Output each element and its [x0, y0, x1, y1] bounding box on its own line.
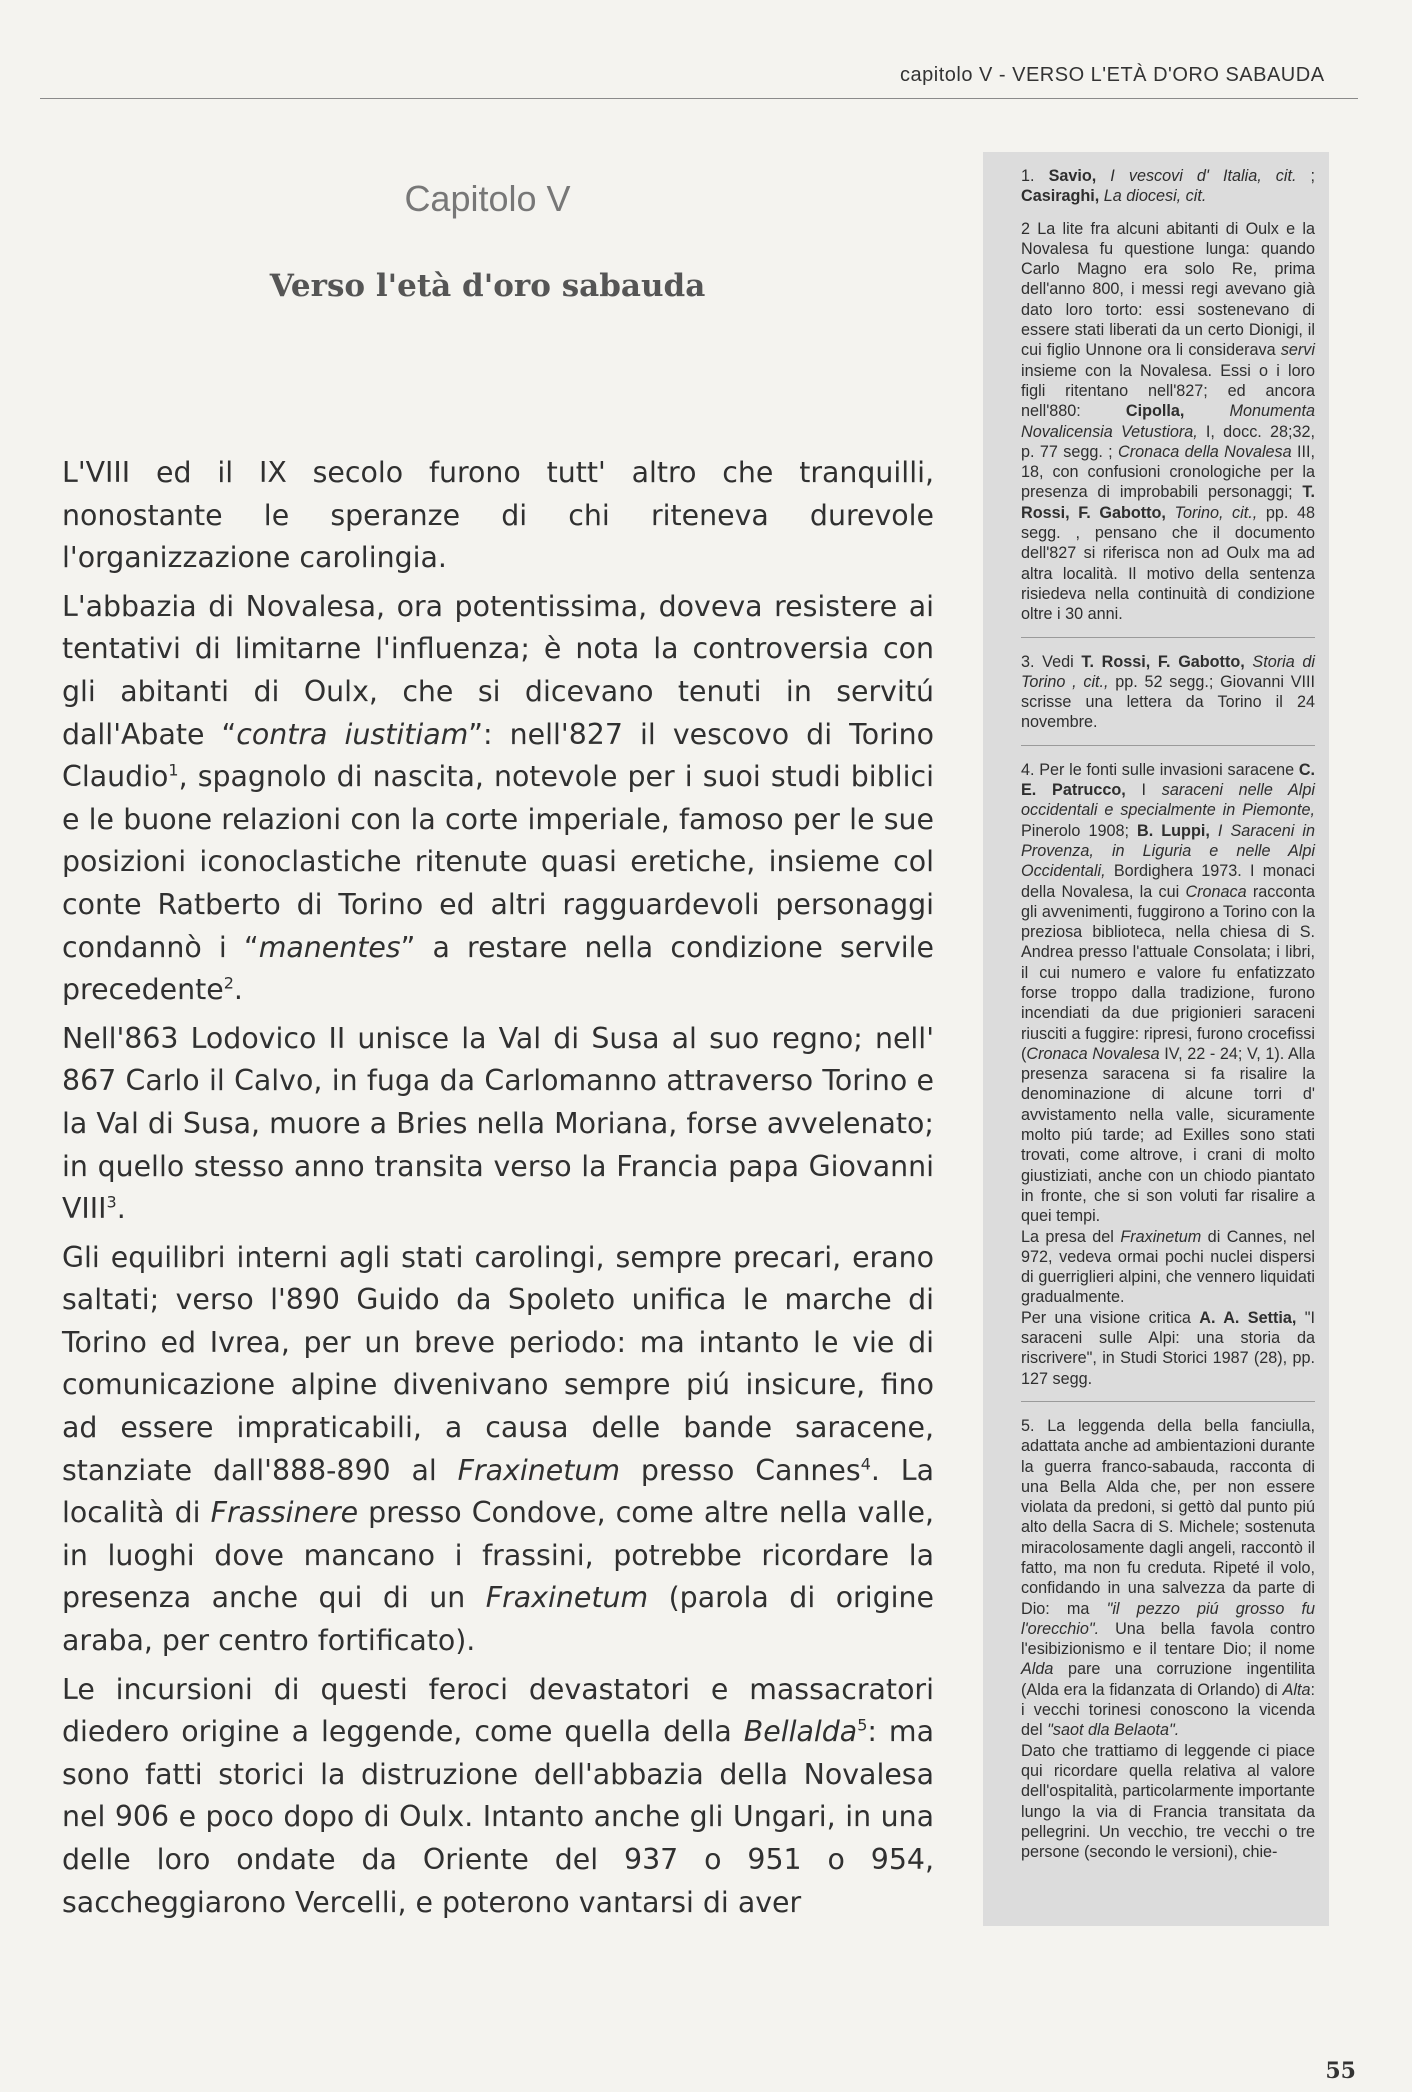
text-span: pp. 48 segg. , pensano che il documento dell'827 si riferisca non ad Oulx ma ad altra località. Il motivo della sentenza risiedeva nella continuità di condizione oltre i 30 anni. [1021, 503, 1315, 624]
bold-span: T. Rossi, F. Gabotto, [1081, 652, 1245, 671]
italic-span: servi [1280, 341, 1315, 360]
paragraph-5 [62, 1669, 934, 1925]
text-span: 4. Per le fonti sulle invasioni saracene [1021, 760, 1299, 779]
italic-span: Cronaca [1185, 882, 1247, 901]
italic-span: La diocesi, cit. [1099, 187, 1207, 206]
bold-span: B. Luppi, [1137, 821, 1210, 840]
text-span: L'abbazia di Novalesa, ora potentissima, doveva resistere ai tentativi di limitarne l'influenza; è nota la controversia con gli abitanti di Oulx, che si dicevano tenuti in servitú dall'Abate “ [62, 589, 934, 751]
footnote-ref-5: 5 [857, 1715, 868, 1735]
running-header: capitolo V - VERSO L'ETÀ D'ORO SABAUDA [900, 64, 1325, 86]
paragraph-2 [62, 586, 934, 1012]
bold-span: Savio, [1048, 167, 1097, 185]
italic-span: "saot dla Belaota". [1047, 1721, 1180, 1740]
italic-span: I Saraceni in Provenza, in Liguria e nelle Alpi Occidentali, [1021, 821, 1315, 881]
text-span: ”: nell'827 il vescovo di Torino Claudio [62, 717, 934, 794]
text-span: Gli equilibri interni agli stati carolingi, sempre precari, erano saltati; verso l'890 Guido da Spoleto unifica le marche di Torino ed Ivrea, per un breve periodo: ma intanto le vie di comunicazione alpine divenivano sempre piú insicure, fino ad essere impraticabili, a causa delle bande saracene, stanziate dall'888-890 al [62, 1240, 934, 1487]
text-span: : ma sono fatti storici la distruzione dell'abbazia della Novalesa nel 906 e poco dopo di Oulx. Intanto anche gli Ungari, in una delle loro ondate da Oriente del 937 o 951 o 954, saccheggiarono Vercelli, e poterono vantarsi di aver [62, 1715, 934, 1919]
text-span: IV, 22 - 24; V, 1). Alla presenza saracena si fa risalire la denominazione di alcune torri d' avvistamento nella valle, sicuramente molto piú tarde; ad Exilles sono stati trovati, come altrove, i crani di molto giustiziati, anche con un chiodo piantato in fronte, che si son voluti far risalire a quei tempi. [1021, 1044, 1316, 1226]
italic-span: contra iustitiam [236, 717, 469, 751]
text-span: . [233, 973, 243, 1007]
footnote-3 [1021, 652, 1315, 733]
italic-span: Fraxinetum [1120, 1227, 1202, 1246]
header-rule [40, 98, 1358, 99]
main-text [62, 452, 934, 1930]
text-span: Le incursioni di questi feroci devastatori e massacratori diedero origine a leggende, come quella della [62, 1672, 934, 1749]
note-separator [1021, 1401, 1315, 1402]
footnote-ref-2: 2 [223, 973, 234, 993]
footnote-2 [1021, 219, 1315, 625]
text-span: insieme con la Novalesa. Essi o i loro figli ritentano nell'827; ed ancora nell'880: [1021, 361, 1315, 421]
text-span: Una bella favola contro l'esibizionismo e il tentare Dio; il nome [1021, 1619, 1315, 1659]
text-span: III, 18, con confusioni cronologiche per la presenza di improbabili personaggi; [1021, 442, 1315, 502]
note-separator [1021, 745, 1315, 746]
bold-span: T. Rossi, F. Gabotto, [1021, 483, 1315, 522]
text-span: I [1125, 781, 1162, 800]
text-span: . La località di [62, 1453, 934, 1530]
italic-span: Storia di Torino , cit., [1021, 652, 1315, 691]
bold-span: Cipolla, [1125, 402, 1185, 421]
bold-span: C. E. Patrucco, [1021, 760, 1315, 800]
footnote-ref-3: 3 [106, 1192, 117, 1212]
text-span: di Cannes, nel 972, vedeva ormai pochi nuclei dispersi di guerriglieri alpini, che vennero liquidati gradualmente. [1021, 1227, 1315, 1307]
bold-span: A. A. Settia, [1199, 1308, 1297, 1327]
italic-span: Alta [1282, 1680, 1311, 1699]
footnote-1 [1021, 166, 1315, 207]
text-span: , spagnolo di nascita, notevole per i suoi studi biblici e le buone relazioni con la corte imperiale, famoso per le sue posizioni iconoclastiche ritenute quasi eretiche, insieme col conte Ratberto di Torino ed altri ragguardevoli personaggi condannò i “ [62, 760, 934, 964]
italic-span: Alda [1021, 1660, 1054, 1679]
text-span: ” a restare nella condizione servile precedente [62, 930, 934, 1007]
text-span: Per una visione critica [1021, 1308, 1200, 1327]
text-span: I, docc. 28;32, p. 77 segg. ; [1021, 422, 1315, 461]
italic-span: Monumenta Novalicensia Vetustiora, [1021, 402, 1315, 441]
italic-span: Cronaca della Novalesa [1118, 442, 1292, 461]
text-span: racconta gli avvenimenti, fuggirono a Torino con la preziosa biblioteca, nella chiesa di S. Andrea presso l'attuale Consolata; i libri, il cui numero e valore fu enfatizzato forse troppo dalla tradizione, furono incendiati da due prigionieri saraceni riusciti a fuggire: ripresi, furono crocefissi ( [1021, 882, 1315, 1063]
text-span: Nell'863 Lodovico II unisce la Val di Susa al suo regno; nell' 867 Carlo il Calvo, in fuga da Carlomanno attraverso Torino e la Val di Susa, muore a Bries nella Moriana, forse avvelenato; in quello stesso anno transita verso la Francia papa Giovanni VIII [62, 1021, 934, 1226]
text-span: Bordighera 1973. I monaci della Novalesa, la cui [1021, 862, 1315, 901]
italic-span: Cronaca Novalesa [1026, 1044, 1160, 1063]
text-span: ; [1296, 167, 1316, 185]
italic-span: Bellalda [743, 1715, 858, 1749]
italic-span: manentes [258, 930, 401, 964]
footnote-5 [1021, 1416, 1315, 1863]
footnote-ref-1: 1 [168, 760, 179, 780]
italic-span: saraceni nelle Alpi occidentali e specialmente in Piemonte, [1021, 781, 1316, 820]
footnotes-sidebar [983, 152, 1329, 1926]
italic-span: Fraxinetum [457, 1453, 620, 1487]
italic-span: Frassinere [210, 1496, 359, 1530]
text-span: . [116, 1192, 126, 1226]
paragraph-1 [62, 452, 934, 580]
chapter-title: Verso l'età d'oro sabauda [269, 268, 706, 304]
text-span: presso Cannes [619, 1453, 861, 1487]
text-span: Dato che trattiamo di leggende ci piace qui ricordare quella relativa al valore dell'ospitalità, particolarmente importante lungo la via di Francia transitata da pellegrini. Un vecchio, tre vecchi o tre persone (secondo le versioni), chie- [1021, 1741, 1315, 1862]
italic-span: Fraxinetum [485, 1581, 649, 1615]
text-span: L'VIII ed il IX secolo furono tutt' altro che tranquilli, nonostante le speranze di chi riteneva durevole l'organizzazione carolingia. [62, 456, 934, 575]
italic-span: I vescovi d' Italia, cit. [1096, 167, 1297, 185]
text-span: pp. 52 segg.; Giovanni VIII scrisse una lettera da Torino il 24 novembre. [1021, 672, 1315, 732]
footnote-ref-4: 4 [860, 1454, 871, 1474]
footnote-4 [1021, 760, 1315, 1389]
paragraph-4 [62, 1237, 934, 1663]
text-span: 1. [1021, 167, 1049, 185]
bold-span: Casiraghi, [1021, 187, 1100, 206]
chapter-label: Capitolo V [404, 178, 571, 219]
text-span: (parola di origine araba, per centro fortificato). [62, 1581, 934, 1658]
text-span: Pinerolo 1908; [1021, 821, 1138, 840]
paragraph-3 [62, 1018, 934, 1231]
text-span: 3. Vedi [1021, 652, 1082, 671]
text-span: presso Condove, come altre nella valle, in luoghi dove mancano i frassini, potrebbe ricordare la presenza anche qui di un [62, 1496, 934, 1615]
italic-span: "il pezzo piú grosso fu l'orecchio". [1021, 1599, 1315, 1638]
note-separator [1021, 637, 1315, 638]
text-span: La presa del [1021, 1227, 1121, 1246]
text-span: 2 La lite fra alcuni abitanti di Oulx e la Novalesa fu questione lunga: quando Carlo Magno era solo Re, prima dell'anno 800, i messi regi avevano già dato loro torto: essi sostenevano di essere stati liberati da un certo Dionigi, il cui figlio Unnone ora li considerava [1021, 219, 1315, 360]
italic-span: Torino, cit., [1165, 503, 1258, 522]
text-span: pare una corruzione ingentilita (Alda era la fidanzata di Orlando) di [1021, 1660, 1315, 1699]
page-number: 55 [1325, 2058, 1356, 2084]
text-span: "I saraceni sulle Alpi: una storia da riscrivere", in Studi Storici 1987 (28), pp. 127 segg. [1021, 1308, 1315, 1388]
text-span: 5. La leggenda della bella fanciulla, adattata anche ad ambientazioni durante la guerra franco-sabauda, racconta di una Bella Alda che, per non essere violata da predoni, si gettò dal punto piú alto della Sacra di S. Michele; sostenuta miracolosamente dagli angeli, raccontò il fatto, ma non fu creduta. Ripeté il volo, confidando in una salvezza da parte di Dio: ma [1021, 1416, 1315, 1618]
text-span: : i vecchi torinesi conoscono la vicenda del [1021, 1680, 1315, 1740]
